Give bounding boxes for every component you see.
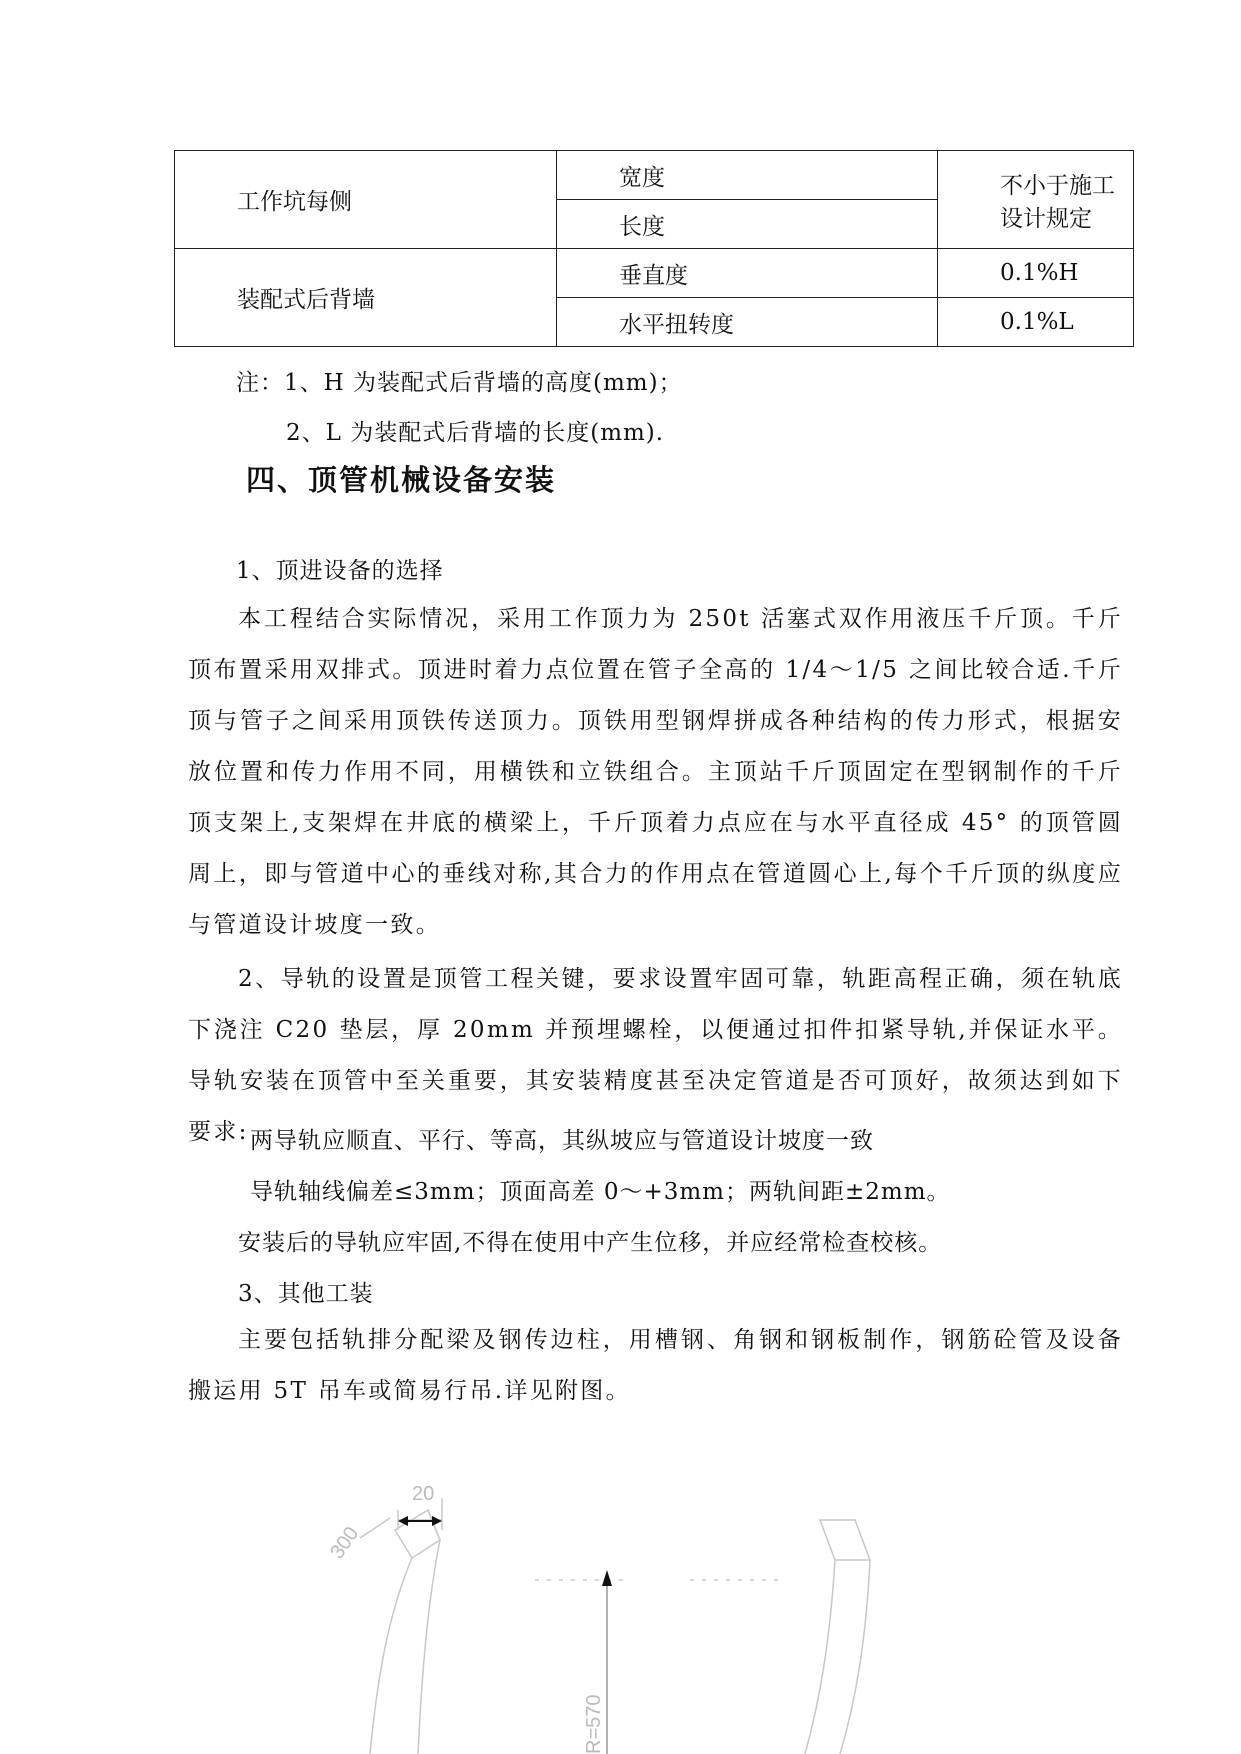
left-outer-arc	[370, 1558, 412, 1754]
requirement-2: 导轨轴线偏差≤3mm；顶面高差 0～+3mm；两轨间距±2mm。	[250, 1179, 951, 1205]
dim-label-top: 20	[412, 1483, 435, 1505]
note-line-2: 2、L 为装配式后背墙的长度(mm).	[286, 420, 665, 446]
paragraph-3: 主要包括轨排分配梁及钢传边柱，用槽钢、角钢和钢板制作，钢筋砼管及设备搬运用 5T 吊车或简易行吊.详见附图。	[188, 1327, 1123, 1404]
guide-rail-drawing	[300, 1470, 920, 1754]
tolerance-table	[174, 150, 1134, 347]
right-outer-arc	[840, 1560, 870, 1754]
table-cell-value: 0.1%L	[938, 298, 1134, 347]
requirement-1: 两导轨应顺直、平行、等高，其纵坡应与管道设计坡度一致	[250, 1128, 874, 1154]
table-cell-item: 工作坑每侧	[175, 151, 557, 249]
table-cell-value: 0.1%H	[938, 249, 1134, 298]
radius-arrow	[602, 1570, 612, 1586]
subsection-title-1: 1、顶进设备的选择	[236, 558, 444, 584]
paragraph-1: 本工程结合实际情况，采用工作顶力为 250t 活塞式双作用液压千斤顶。千斤顶布置采用双排式。顶进时着力点位置在管子全高的 1/4～1/5 之间比较合适.千斤顶与管子之间采用顶铁传送顶力。顶铁用型钢焊拼成各种结构的传力形式，根据安放位置和传力作用不同，用横铁和立铁组合。主顶站千斤顶固定在型钢制作的千斤顶支架上,支架焊在井底的横梁上，千斤顶着力点应在与水平直径成 45° 的顶管圆周上，即与管道中心的垂线对称,其合力的作用点在管道圆心上,每个千斤顶的纵度应与管道设计坡度一致。	[188, 606, 1123, 938]
paragraph-2: 2、导轨的设置是顶管工程关键，要求设置牢固可靠，轨距高程正确，须在轨底下浇注 C20 垫层，厚 20mm 并预埋螺栓，以便通过扣件扣紧导轨,并保证水平。导轨安装在顶管中至关重要，其安装精度甚至决定管道是否可顶好，故须达到如下要求:	[188, 966, 1123, 1145]
table-cell-sub: 垂直度	[557, 249, 938, 298]
note-line-1: 注：1、H 为装配式后背墙的高度(mm)；	[236, 370, 683, 396]
table-cell-sub: 水平扭转度	[557, 298, 938, 347]
left-inner-arc	[418, 1540, 440, 1754]
right-inner-arc	[805, 1560, 835, 1754]
table-cell-sub: 宽度	[557, 151, 938, 200]
right-bracket-top	[820, 1520, 870, 1560]
dim-label-radius: R=570	[583, 1694, 605, 1754]
requirement-3: 安装后的导轨应牢固,不得在使用中产生位移，并应经常检查校核。	[238, 1230, 943, 1256]
dim-label-left: 300	[326, 1522, 364, 1563]
table-cell-sub: 长度	[557, 200, 938, 249]
table-cell-item: 装配式后背墙	[175, 249, 557, 347]
subsection-title-3: 3、其他工装	[238, 1281, 374, 1307]
table-cell-value: 不小于施工设计规定	[938, 151, 1134, 249]
section-title: 四、顶管机械设备安装	[246, 463, 557, 497]
